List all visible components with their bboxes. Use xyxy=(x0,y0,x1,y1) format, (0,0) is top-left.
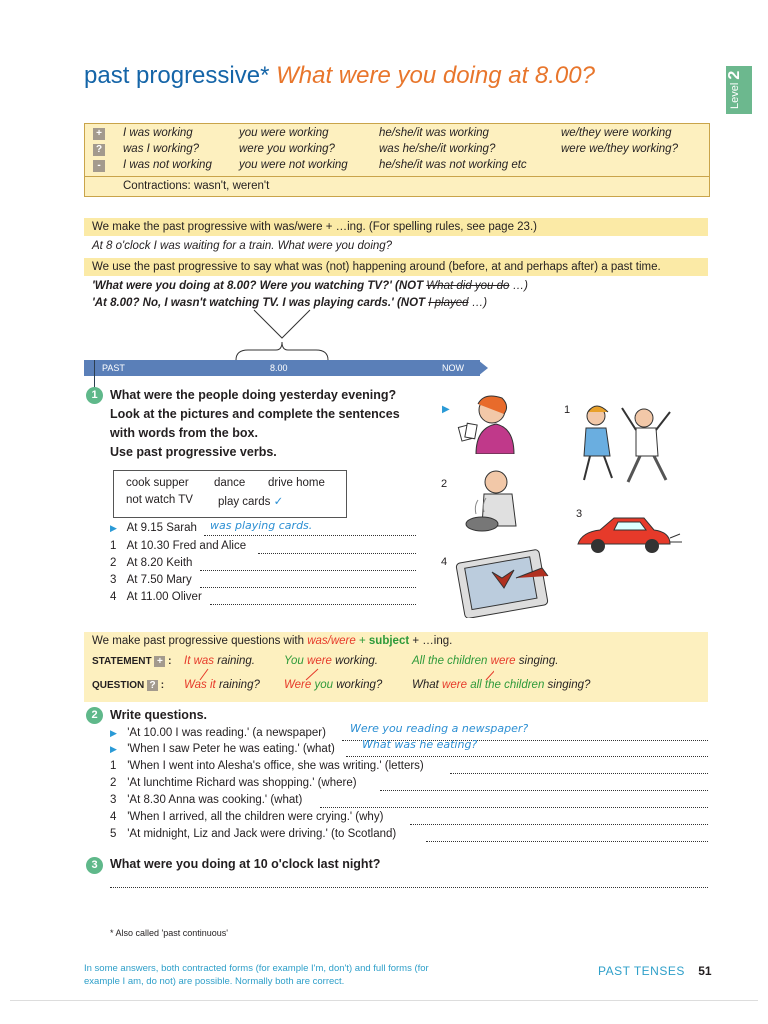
answer-line[interactable] xyxy=(210,593,416,605)
conjugation-cell: we/they were working xyxy=(561,127,672,139)
footnote: * Also called 'past continuous' xyxy=(110,928,229,938)
check-icon: ✓ xyxy=(273,496,284,508)
exercise1-heading: What were the people doing yesterday evening? Look at the pictures and complete the sentences with words from the box. Use past progressive verbs. xyxy=(110,388,400,459)
list-item: ▶ At 9.15 Sarah xyxy=(110,522,197,534)
answer-text: was playing cards. xyxy=(210,519,313,532)
conjugation-cell: you were working xyxy=(239,127,329,139)
divider xyxy=(10,1000,758,1001)
picture-label: 4 xyxy=(441,556,448,568)
conjugation-table xyxy=(84,123,710,197)
questions-band xyxy=(84,632,708,702)
statement-example: It was raining. xyxy=(184,655,255,667)
answer-text: What was he eating? xyxy=(362,738,478,751)
answer-text: Were you reading a newspaper? xyxy=(350,722,529,735)
example-line: 'What were you doing at 8.00? Were you watching TV?' (NOT What did you do …) xyxy=(92,280,528,292)
answer-line[interactable] xyxy=(320,796,708,808)
conjugation-cell: he/she/it was working xyxy=(379,127,489,139)
picture-label: ▶ xyxy=(442,404,450,415)
conjugation-cell: you were not working xyxy=(239,159,348,171)
picture-label: 1 xyxy=(564,404,571,416)
conjugation-cell: I was working xyxy=(123,127,193,139)
level-label: Level xyxy=(729,82,741,110)
list-item: ▶ 'When I saw Peter he was eating.' (what) xyxy=(110,743,335,755)
word-option: not watch TV xyxy=(126,494,193,506)
question-label: QUESTION ? : xyxy=(92,680,165,692)
woman-driving-picture xyxy=(574,510,684,560)
couple-dancing-picture xyxy=(566,398,686,488)
level-tab xyxy=(726,66,752,114)
example-line: 'At 8.00? No, I wasn't watching TV. I was playing cards.' (NOT I played …) xyxy=(92,297,488,309)
time-brace-icon xyxy=(230,308,340,360)
timeline-past: PAST xyxy=(102,363,125,373)
statement-example: All the children were singing. xyxy=(412,655,559,667)
question-icon: ? xyxy=(147,680,158,691)
list-item: 2 At 8.20 Keith xyxy=(110,557,193,569)
question-example: What were all the children singing? xyxy=(412,679,591,691)
man-cooking-picture xyxy=(454,466,534,540)
conjugation-cell: were you working? xyxy=(239,143,335,155)
page-number: 51 xyxy=(698,964,712,978)
word-option: play cards ✓ xyxy=(218,496,284,508)
exercise-number: 1 xyxy=(86,387,103,404)
timeline-arrow-icon xyxy=(478,360,488,376)
answer-line[interactable] xyxy=(110,876,708,888)
explanation-line: We use the past progressive to say what was (not) happening around (before, at and perhaps after) a past time. xyxy=(84,258,708,276)
broken-tv-picture xyxy=(452,548,562,618)
title-question: What were you doing at 8.00? xyxy=(276,62,595,89)
word-option: dance xyxy=(214,477,246,489)
answer-line[interactable] xyxy=(426,830,708,842)
exercise2-heading: Write questions. xyxy=(110,708,208,722)
exercise2-items xyxy=(110,722,710,847)
page-title xyxy=(84,62,595,90)
timeline xyxy=(84,360,480,376)
question-example: Were you working? xyxy=(284,679,383,691)
word-option: cook supper xyxy=(126,477,189,489)
word-option: drive home xyxy=(268,477,325,489)
contractions: Contractions: wasn't, weren't xyxy=(85,176,709,196)
exercise-number: 3 xyxy=(86,857,103,874)
plus-icon: + xyxy=(93,128,105,140)
answer-line[interactable] xyxy=(258,542,416,554)
list-item: 1 At 10.30 Fred and Alice xyxy=(110,540,247,552)
conjugation-cell: he/she/it was not working etc xyxy=(379,159,527,171)
conjugation-cell: were we/they working? xyxy=(561,143,678,155)
answer-line[interactable] xyxy=(200,559,416,571)
example-line: At 8 o'clock I was waiting for a train. What were you doing? xyxy=(92,240,393,252)
statement-label: STATEMENT + : xyxy=(92,656,172,668)
list-item: 3 'At 8.30 Anna was cooking.' (what) xyxy=(110,794,303,806)
list-item: 4 At 11.00 Oliver xyxy=(110,591,202,603)
minus-icon: - xyxy=(93,160,105,172)
bottom-note: In some answers, both contracted forms (for example I'm, don't) and full forms (for example I am, do not) are possible. Normally both are correct. xyxy=(84,963,429,987)
page-footer xyxy=(598,964,712,978)
level-number: 2 xyxy=(726,70,743,80)
conjugation-cell: I was not working xyxy=(123,159,212,171)
list-item: 2 'At lunchtime Richard was shopping.' (where) xyxy=(110,777,357,789)
woman-playing-cards-picture xyxy=(454,392,524,454)
list-item: 1 'When I went into Alesha's office, she was writing.' (letters) xyxy=(110,760,424,772)
answer-line[interactable] xyxy=(380,779,708,791)
list-item: ▶ 'At 10.00 I was reading.' (a newspaper) xyxy=(110,727,326,739)
list-item: 4 'When I arrived, all the children were crying.' (why) xyxy=(110,811,384,823)
picture-label: 2 xyxy=(441,478,448,490)
answer-line[interactable] xyxy=(200,576,416,588)
exercise1-items xyxy=(110,519,420,612)
answer-line[interactable] xyxy=(410,813,708,825)
plus-icon: + xyxy=(154,656,165,667)
questions-intro: We make past progressive questions with was/were + subject + …ing. xyxy=(92,635,453,647)
title-english: past progressive* xyxy=(84,62,270,89)
list-item: 3 At 7.50 Mary xyxy=(110,574,192,586)
word-box xyxy=(113,470,347,518)
explanation-section xyxy=(84,218,708,320)
statement-example: You were working. xyxy=(284,655,378,667)
section-name: PAST TENSES xyxy=(598,964,685,978)
picture-label: 3 xyxy=(576,508,583,520)
conjugation-cell: was I working? xyxy=(123,143,200,155)
divider xyxy=(94,360,95,390)
arrow-marks-icon xyxy=(194,668,494,682)
exercise-number: 2 xyxy=(86,707,103,724)
explanation-line: We make the past progressive with was/were + …ing. (For spelling rules, see page 23.) xyxy=(84,218,708,236)
timeline-now: NOW xyxy=(442,363,464,373)
list-item: 5 'At midnight, Liz and Jack were driving.' (to Scotland) xyxy=(110,828,397,840)
conjugation-cell: was he/she/it working? xyxy=(379,143,496,155)
question-icon: ? xyxy=(93,144,105,156)
timeline-mid: 8.00 xyxy=(270,363,288,373)
question-example: Was it raining? xyxy=(184,679,260,691)
exercise3-heading: What were you doing at 10 o'clock last night? xyxy=(110,857,381,871)
answer-line[interactable] xyxy=(450,762,708,774)
